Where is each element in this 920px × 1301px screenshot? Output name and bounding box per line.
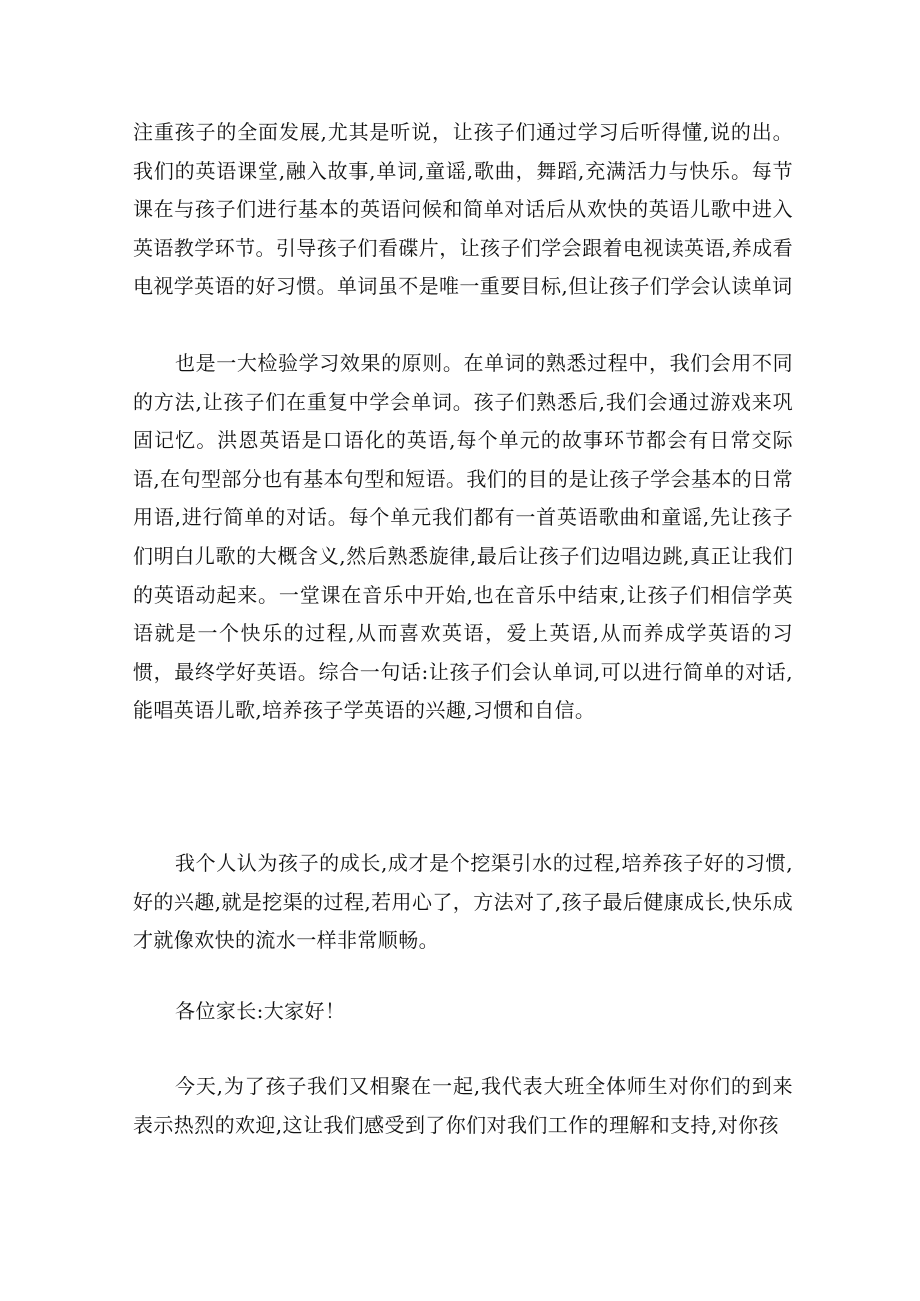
paragraph-word-learning: 也是一大检验学习效果的原则。在单词的熟悉过程中，我们会用不同的方法,让孩子们在重复中学会单词。孩子们熟悉后,我们会通过游戏来巩固记忆。洪恩英语是口语化的英语,每个单元的故事环节都会有日常交际语,在句型部分也有基本句型和短语。我们的目的是让孩子学会基本的日常用语,进行简单的对话。每个单元我们都有一首英语歌曲和童谣,先让孩子们明白儿歌的大概含义,然后熟悉旋律,最后让孩子们边唱边跳,真正让我们的英语动起来。一堂课在音乐中开始,也在音乐中结束,让孩子们相信学英语就是一个快乐的过程,从而喜欢英语，爱上英语,从而养成学英语的习惯，最终学好英语。综合一句话:让孩子们会认单词,可以进行简单的对话,能唱英语儿歌,培养孩子学英语的兴趣,习惯和自信。 bbox=[133, 351, 793, 723]
paragraph-greeting: 各位家长:大家好！ bbox=[175, 999, 346, 1023]
paragraph-personal-view: 我个人认为孩子的成长,成才是个挖渠引水的过程,培养孩子好的习惯,好的兴趣,就是挖渠的过程,若用心了，方法对了,孩子最后健康成长,快乐成才就像欢快的流水一样非常顺畅。 bbox=[133, 851, 793, 953]
paragraph-welcome: 今天,为了孩子我们又相聚在一起,我代表大班全体师生对你们的到来表示热烈的欢迎,这让我们感受到了你们对我们工作的理解和支持,对你孩 bbox=[133, 1074, 793, 1137]
paragraph-english-teaching: 注重孩子的全面发展,尤其是听说，让孩子们通过学习后听得懂,说的出。我们的英语课堂,融入故事,单词,童谣,歌曲，舞蹈,充满活力与快乐。每节课在与孩子们进行基本的英语问候和简单对话后从欢快的英语儿歌中进入英语教学环节。引导孩子们看碟片，让孩子们学会跟着电视读英语,养成看电视学英语的好习惯。单词虽不是唯一重要目标,但让孩子们学会认读单词 bbox=[133, 120, 793, 299]
